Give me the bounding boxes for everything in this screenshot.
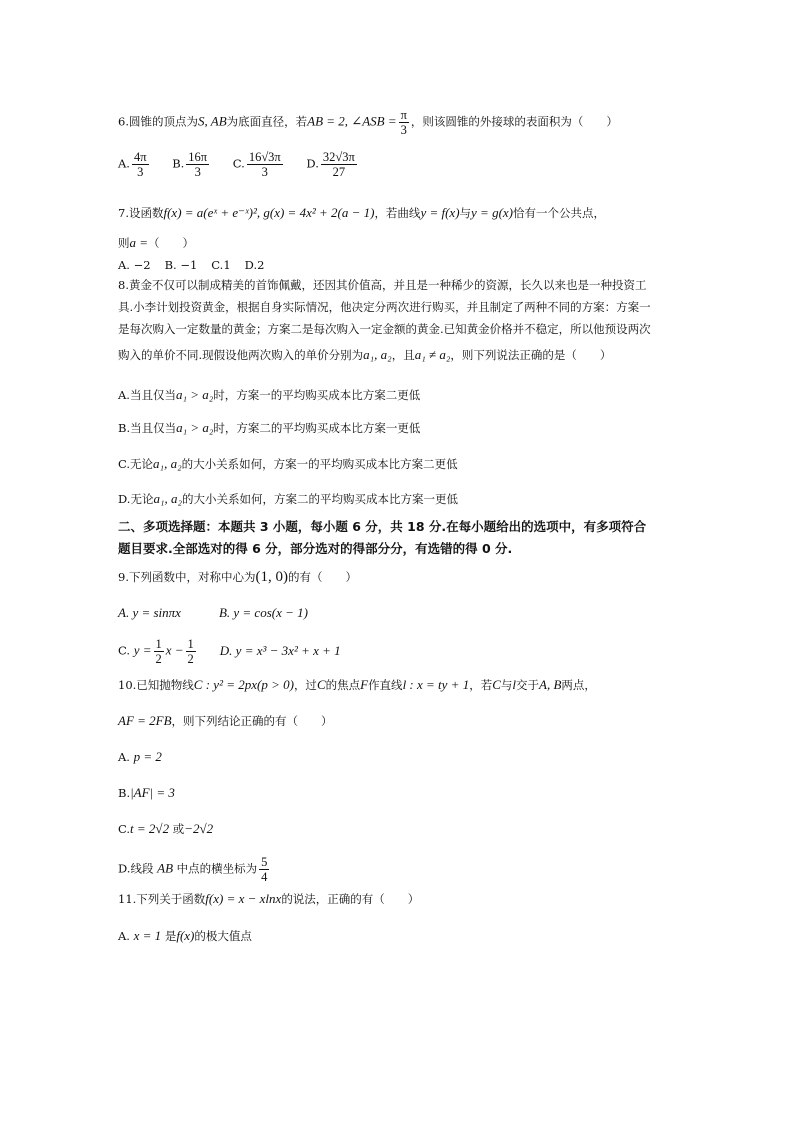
q11-text-a: 11.下列关于函数 xyxy=(118,892,206,906)
option-label: D. xyxy=(306,156,319,171)
q9-optC-frac2 xyxy=(186,637,196,666)
q10-line2-b: ，则下列结论正确的有（ ） xyxy=(171,714,333,728)
q8-line-1: 8.黄金不仅可以制成精美的首饰佩戴，还因其价值高，并且是一种稀少的资源，长久以来也是一种投资工 xyxy=(118,278,647,292)
option-label: C. xyxy=(118,822,131,836)
q10-optD-a: D.线段 xyxy=(118,861,154,876)
option-fraction xyxy=(186,150,209,179)
frac-den: 3 xyxy=(261,165,268,179)
q8-line4-math-2: a₁ ≠ a₂ xyxy=(414,347,451,362)
q7-stem-line2 xyxy=(118,234,194,252)
q9-text-b: 的有（ ） xyxy=(287,570,357,584)
frac-num: 4π xyxy=(133,150,147,164)
q10-optD-frac xyxy=(259,855,269,884)
q8-optB-a: B.当且仅当 xyxy=(118,421,177,435)
q11-text-b: 的说法，正确的有（ ） xyxy=(281,892,420,906)
q10-optB-math: |AF| = 3 xyxy=(130,785,175,800)
q10-math-5: C xyxy=(492,677,501,692)
q11-option-a xyxy=(118,927,252,945)
q7-math-3: y = g(x) xyxy=(471,205,514,220)
q9-option-c xyxy=(118,637,198,666)
q6-option-b xyxy=(172,150,211,179)
option-label: C. xyxy=(232,156,245,171)
q9-math: (1, 0) xyxy=(255,569,288,585)
section2-heading-line2: 题目要求.全部选对的得 6 分，部分选对的得部分分，有选错的得 0 分. xyxy=(118,541,513,556)
q6-options xyxy=(118,150,377,179)
frac-num: 16π xyxy=(188,150,208,164)
q9-text-a: 9.下列函数中，对称中心为 xyxy=(118,570,256,584)
q6-text-a: 6.圆锥的顶点为 xyxy=(118,114,198,129)
q9-optC-frac1 xyxy=(154,637,164,666)
q10-math-3: F xyxy=(360,677,369,692)
q9-options-ab xyxy=(118,604,326,622)
q6-frac-num: π xyxy=(400,108,407,122)
q7-options xyxy=(118,256,282,274)
section2-heading-line1: 二、多项选择题：本题共 3 小题，每小题 6 分，共 18 分.在每小题给出的选项中，有多项符合 xyxy=(118,519,647,534)
q8-option-b xyxy=(118,419,420,437)
q8-optD-b: 的大小关系如何，方案二的平均购买成本比方案一更低 xyxy=(182,492,459,506)
q8-optC-a: C.无论 xyxy=(118,457,154,471)
q7-line2-b: （ ） xyxy=(148,236,195,250)
q7-text-c: 与 xyxy=(459,206,472,220)
q11-stem xyxy=(118,890,419,908)
option-label: B. xyxy=(118,786,131,800)
q8-optC-math: a₁, a₂ xyxy=(153,456,182,471)
q8-optC-b: 的大小关系如何，方案一的平均购买成本比方案二更低 xyxy=(181,457,458,471)
q8-line-4 xyxy=(118,346,611,364)
option-label: A. xyxy=(118,750,130,764)
q8-line4-b: ，且 xyxy=(391,348,415,362)
q10-option-d xyxy=(118,855,271,884)
q10-option-c xyxy=(118,820,213,838)
q11-optA-math-1: x = 1 xyxy=(133,928,162,943)
option-label: A. xyxy=(118,156,130,171)
q6-stem xyxy=(118,108,618,137)
q6-text-c: ，则该圆锥的外接球的表面积为（ ） xyxy=(410,114,618,129)
q6-frac-den: 3 xyxy=(400,123,407,137)
q10-text-f: 与 xyxy=(500,678,513,692)
q10-stem-line2 xyxy=(118,712,333,730)
frac-num: 5 xyxy=(261,855,268,869)
q7-option-a: A. −2 xyxy=(118,258,151,272)
q7-text-a: 7.设函数 xyxy=(118,206,164,220)
q7-stem xyxy=(118,204,605,222)
q6-fraction xyxy=(399,108,409,137)
q8-option-c xyxy=(118,455,458,473)
frac-den: 4 xyxy=(261,870,268,884)
q6-option-d xyxy=(306,150,358,179)
q9-option-a: A. y = sinπx xyxy=(118,605,181,620)
q10-optD-math: AB xyxy=(157,860,174,876)
q10-optC-math-2: −2√2 xyxy=(184,821,214,836)
frac-num: 32√3π xyxy=(322,150,355,164)
q10-stem xyxy=(118,676,596,694)
q9-option-b: B. y = cos(x − 1) xyxy=(218,605,308,620)
q8-optA-b: 时，方案一的平均购买成本比方案二更低 xyxy=(213,388,421,402)
q9-option-d: D. y = x³ − 3x² + x + 1 xyxy=(219,642,341,658)
option-label: A. xyxy=(118,929,130,943)
q10-optD-b: 中点的横坐标为 xyxy=(176,861,258,876)
q10-text-c: 的焦点 xyxy=(325,678,361,692)
q8-optA-math: a₁ > a₂ xyxy=(175,387,214,402)
q9-options-cd xyxy=(118,637,359,666)
q10-text-e: ，若 xyxy=(469,678,493,692)
q6-math-2: AB = 2, ∠ASB = xyxy=(307,113,397,129)
q8-optD-a: D.无论 xyxy=(118,492,154,506)
option-fraction xyxy=(132,150,149,179)
option-fraction xyxy=(321,150,357,179)
q8-line4-math-1: a₁, a₂ xyxy=(363,347,392,362)
q10-optA-math: p = 2 xyxy=(133,749,162,764)
q6-math-1: S, AB xyxy=(197,113,227,129)
q7-line2-math: a = xyxy=(129,235,149,250)
frac-den: 2 xyxy=(155,652,162,666)
q11-math: f(x) = x − xlnx xyxy=(205,891,282,906)
q10-text-d: 作直线 xyxy=(368,678,403,692)
frac-num: 1 xyxy=(187,637,194,651)
q7-text-b: ，若曲线 xyxy=(374,206,421,220)
q11-optA-mid: 是 xyxy=(164,929,177,943)
q11-optA-b: 的极大值点 xyxy=(194,929,252,943)
q8-line-3: 是每次购入一定数量的黄金；方案二是每次购入一定金额的黄金.已知黄金价格并不稳定，所以他预设两次 xyxy=(118,322,651,336)
q10-math-2: C xyxy=(316,677,326,692)
q6-option-c xyxy=(233,150,285,179)
q10-math-4: l : x = ty + 1 xyxy=(402,677,470,692)
q7-math-2: y = f(x) xyxy=(420,205,460,220)
frac-den: 27 xyxy=(332,165,346,179)
frac-num: 16√3π xyxy=(248,150,281,164)
q9-optC-mid: x − xyxy=(165,642,184,658)
frac-den: 2 xyxy=(187,652,194,666)
q10-text-g: 交于 xyxy=(516,678,539,692)
option-label: C. xyxy=(118,643,131,658)
q10-optC-mid: 或 xyxy=(172,822,185,836)
q10-text-h: 两点， xyxy=(561,678,596,692)
q7-option-b: B. −1 xyxy=(164,258,198,272)
q8-optB-b: 时，方案二的平均购买成本比方案一更低 xyxy=(213,421,421,435)
frac-den: 3 xyxy=(194,165,201,179)
frac-den: 3 xyxy=(137,165,144,179)
q7-math-1: f(x) = a(eˣ + e⁻ˣ)², g(x) = 4x² + 2(a − 1) xyxy=(163,205,375,220)
q7-option-c: C.1 xyxy=(211,258,231,272)
q7-line2-a: 则 xyxy=(118,236,130,250)
q7-text-d: 恰有一个公共点， xyxy=(513,206,606,220)
q9-optC-a: y = xyxy=(133,642,152,658)
q8-option-a xyxy=(118,386,420,404)
q10-math-1: C : y² = 2px(p > 0) xyxy=(193,677,294,692)
q6-text-b: 为底面直径，若 xyxy=(226,114,308,129)
q10-text-b: ，过 xyxy=(293,678,317,692)
q8-optB-math: a₁ > a₂ xyxy=(176,420,214,435)
q10-option-a xyxy=(118,748,162,766)
option-fraction xyxy=(247,150,283,179)
q11-optA-math-2: f(x) xyxy=(176,928,195,943)
q10-optC-math-1: t = 2√2 xyxy=(130,821,170,836)
frac-num: 1 xyxy=(155,637,162,651)
q8-line-2: 具.小李计划投资黄金，根据自身实际情况，他决定分两次进行购买，并且制定了两种不同的方案：方案一 xyxy=(118,300,651,314)
q9-stem xyxy=(118,568,357,586)
q10-math-6: l xyxy=(512,677,516,692)
q6-option-a xyxy=(118,150,151,179)
q10-text-a: 10.已知抛物线 xyxy=(118,678,194,692)
q8-optA-a: A.当且仅当 xyxy=(118,388,176,402)
q7-option-d: D.2 xyxy=(244,258,265,272)
q8-line4-c: ，则下列说法正确的是（ ） xyxy=(450,348,612,362)
q10-math-7: A, B xyxy=(539,677,562,692)
q10-option-b xyxy=(118,784,175,802)
q8-line4-a: 购入的单价不同.现假设他两次购入的单价分别为 xyxy=(118,348,364,362)
q8-option-d xyxy=(118,490,458,508)
option-label: B. xyxy=(172,156,185,171)
q8-optD-math: a₁, a₂ xyxy=(153,491,183,506)
q10-vector-equation: AF = 2FB xyxy=(118,713,172,728)
